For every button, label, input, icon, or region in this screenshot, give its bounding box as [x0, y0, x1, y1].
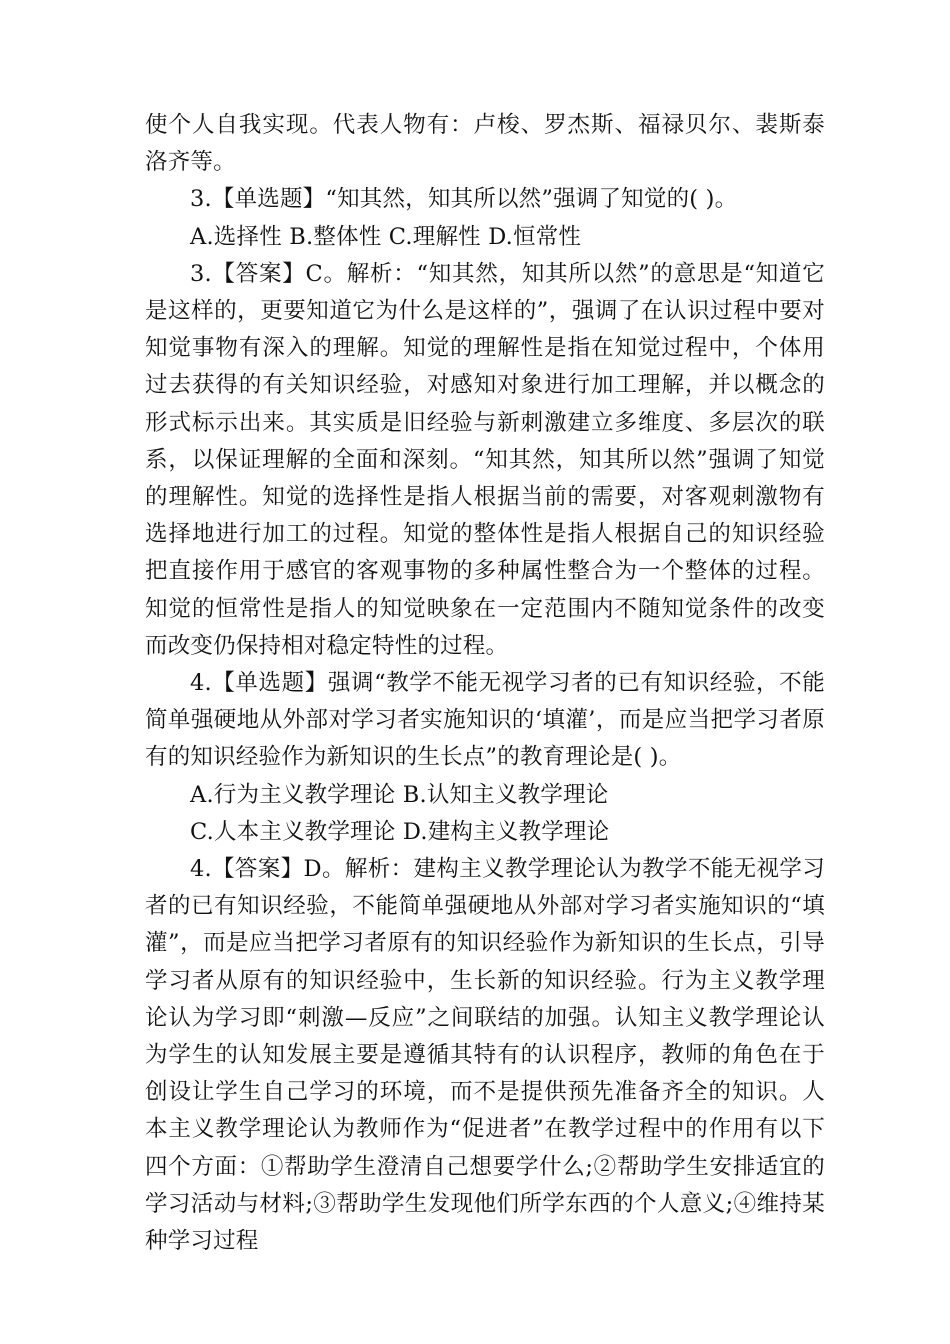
document-page: [145, 107, 825, 1260]
question-4: 4.【单选题】强调“教学不能无视学习者的已有知识经验，不能简单强硬地从外部对学习者实施知识的‘填灌’，而是应当把学习者原有的知识经验作为新知识的生长点”的教育理论是( )。: [145, 670, 825, 771]
question-3: 3.【单选题】“知其然，知其所以然”强调了知觉的( )。: [190, 186, 738, 213]
question-3-options: A.选择性 B.整体性 C.理解性 D.恒常性: [190, 223, 582, 250]
paragraph-intro-continuation: 使个人自我实现。代表人物有：卢梭、罗杰斯、福禄贝尔、裴斯泰洛齐等。: [145, 112, 825, 176]
question-4-answer: 4.【答案】D。解析：建构主义教学理论认为教学不能无视学习者的已有知识经验，不能简单强硬地从外部对学习者实施知识的“填灌”，而是应当把学习者原有的知识经验作为新知识的生长点，引导学习者从原有的知识经验中，生长新的知识经验。行为主义教学理论认为学习即“刺激—反应”之间联结的加强。认知主义教学理论认为学生的认知发展主要是遵循其特有的认识程序，教师的角色在于创设让学生自己学习的环境，而不是提供预先准备齐全的知识。人本主义教学理论认为教师作为“促进者”在教学过程中的作用有以下四个方面：①帮助学生澄清自己想要学什么;②帮助学生安排适宜的学习活动与材料;③帮助学生发现他们所学东西的个人意义;④维持某种学习过程: [145, 856, 825, 1255]
question-4-options-cd: C.人本主义教学理论 D.建构主义教学理论: [190, 818, 610, 845]
question-4-options-ab: A.行为主义教学理论 B.认知主义教学理论: [190, 781, 609, 808]
question-3-answer: 3.【答案】C。解析：“知其然，知其所以然”的意思是“知道它是这样的，更要知道它为什么是这样的”，强调了在认识过程中要对知觉事物有深入的理解。知觉的理解性是指在知觉过程中，个体用过去获得的有关知识经验，对感知对象进行加工理解，并以概念的形式标示出来。其实质是旧经验与新刺激建立多维度、多层次的联系，以保证理解的全面和深刻。“知其然，知其所以然”强调了知觉的理解性。知觉的选择性是指人根据当前的需要，对客观刺激物有选择地进行加工的过程。知觉的整体性是指人根据自己的知识经验把直接作用于感官的客观事物的多种属性整合为一个整体的过程。知觉的恒常性是指人的知觉映象在一定范围内不随知觉条件的改变而改变仍保持相对稳定特性的过程。: [145, 260, 825, 659]
